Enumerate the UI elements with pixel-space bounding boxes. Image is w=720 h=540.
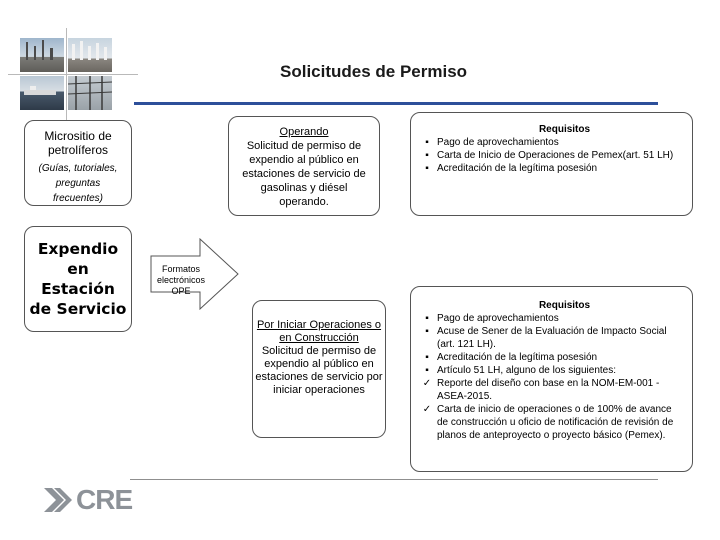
- header-photo-power-lines: [68, 76, 112, 110]
- list-item: ▪ Acuse de Sener de la Evaluación de Impacto Social (art. 121 LH).: [421, 325, 684, 351]
- header-photo-tanker: [20, 76, 64, 110]
- list-item: ✓ Reporte del diseño con base en la NOM-EM-001 -ASEA-2015.: [422, 378, 660, 402]
- iniciar-description: Solicitud de permiso de expendio al público en estaciones de servicio por iniciar operaciones: [255, 345, 383, 396]
- list-item: ▪ Artículo 51 LH, alguno de los siguientes:: [421, 364, 684, 377]
- checkmark-icon: ✓: [422, 404, 432, 415]
- requisitos-operando-title: Requisitos: [538, 124, 591, 135]
- header-horizontal-rule: [8, 74, 138, 75]
- list-item: ✓ Carta de inicio de operaciones o de 100% de avance de construcción u oficio de notificación de revisión de planos de anteproyecto o proyecto básico (Pemex).: [422, 404, 674, 441]
- cre-logo-text: CRE: [76, 484, 133, 515]
- requisitos-operando-list: [411, 136, 692, 175]
- footer-rule: [130, 479, 658, 480]
- requisitos-iniciar-box: [410, 286, 693, 472]
- micrositio-title: Micrositio de petrolíferos: [44, 129, 112, 157]
- expendio-box: [24, 226, 132, 332]
- header-photo-industrial: [20, 38, 64, 72]
- operando-description: Solicitud de permiso de expendio al público en estaciones de servicio de gasolinas y diésel operando.: [242, 140, 366, 208]
- page-title: Solicitudes de Permiso: [280, 62, 468, 81]
- checkmark-icon: ✓: [422, 378, 432, 389]
- bullet-square-icon: ▪: [425, 365, 429, 376]
- requisitos-iniciar-title: Requisitos: [538, 300, 591, 311]
- micrositio-box[interactable]: [24, 120, 132, 206]
- iniciar-heading[interactable]: Por Iniciar Operaciones o en Construcción: [256, 319, 382, 344]
- header-photo-refinery: [68, 38, 112, 72]
- header-vertical-rule: [66, 28, 67, 128]
- list-item: ▪ Pago de aprovechamientos: [421, 312, 684, 325]
- bullet-square-icon: ▪: [425, 150, 429, 161]
- list-item: ▪ Carta de Inicio de Operaciones de Pemex(art. 51 LH): [421, 149, 684, 162]
- expendio-line-1: Expendio: [37, 240, 119, 258]
- formatos-arrow-label: Formatos electrónicos OPE: [156, 264, 206, 296]
- list-item: ▪ Acreditación de la legítima posesión: [421, 162, 684, 175]
- bullet-square-icon: ▪: [425, 352, 429, 363]
- expendio-line-4: de Servicio: [29, 300, 127, 318]
- bullet-square-icon: ▪: [425, 163, 429, 174]
- expendio-line-3: Estación: [41, 280, 115, 298]
- iniciar-box[interactable]: [252, 300, 386, 438]
- micrositio-subtitle: (Guías, tutoriales, preguntas frecuentes): [38, 163, 118, 204]
- requisitos-operando-box: [410, 112, 693, 216]
- list-item: ▪ Acreditación de la legítima posesión: [421, 351, 684, 364]
- operando-heading[interactable]: Operando: [279, 126, 329, 138]
- requisitos-iniciar-list: [411, 312, 692, 442]
- bullet-square-icon: ▪: [425, 326, 429, 337]
- expendio-line-2: en: [67, 260, 89, 278]
- title-accent-bar: [134, 102, 658, 105]
- bullet-square-icon: ▪: [425, 137, 429, 148]
- operando-box[interactable]: [228, 116, 380, 216]
- bullet-square-icon: ▪: [425, 313, 429, 324]
- list-item: ▪ Pago de aprovechamientos: [421, 136, 684, 149]
